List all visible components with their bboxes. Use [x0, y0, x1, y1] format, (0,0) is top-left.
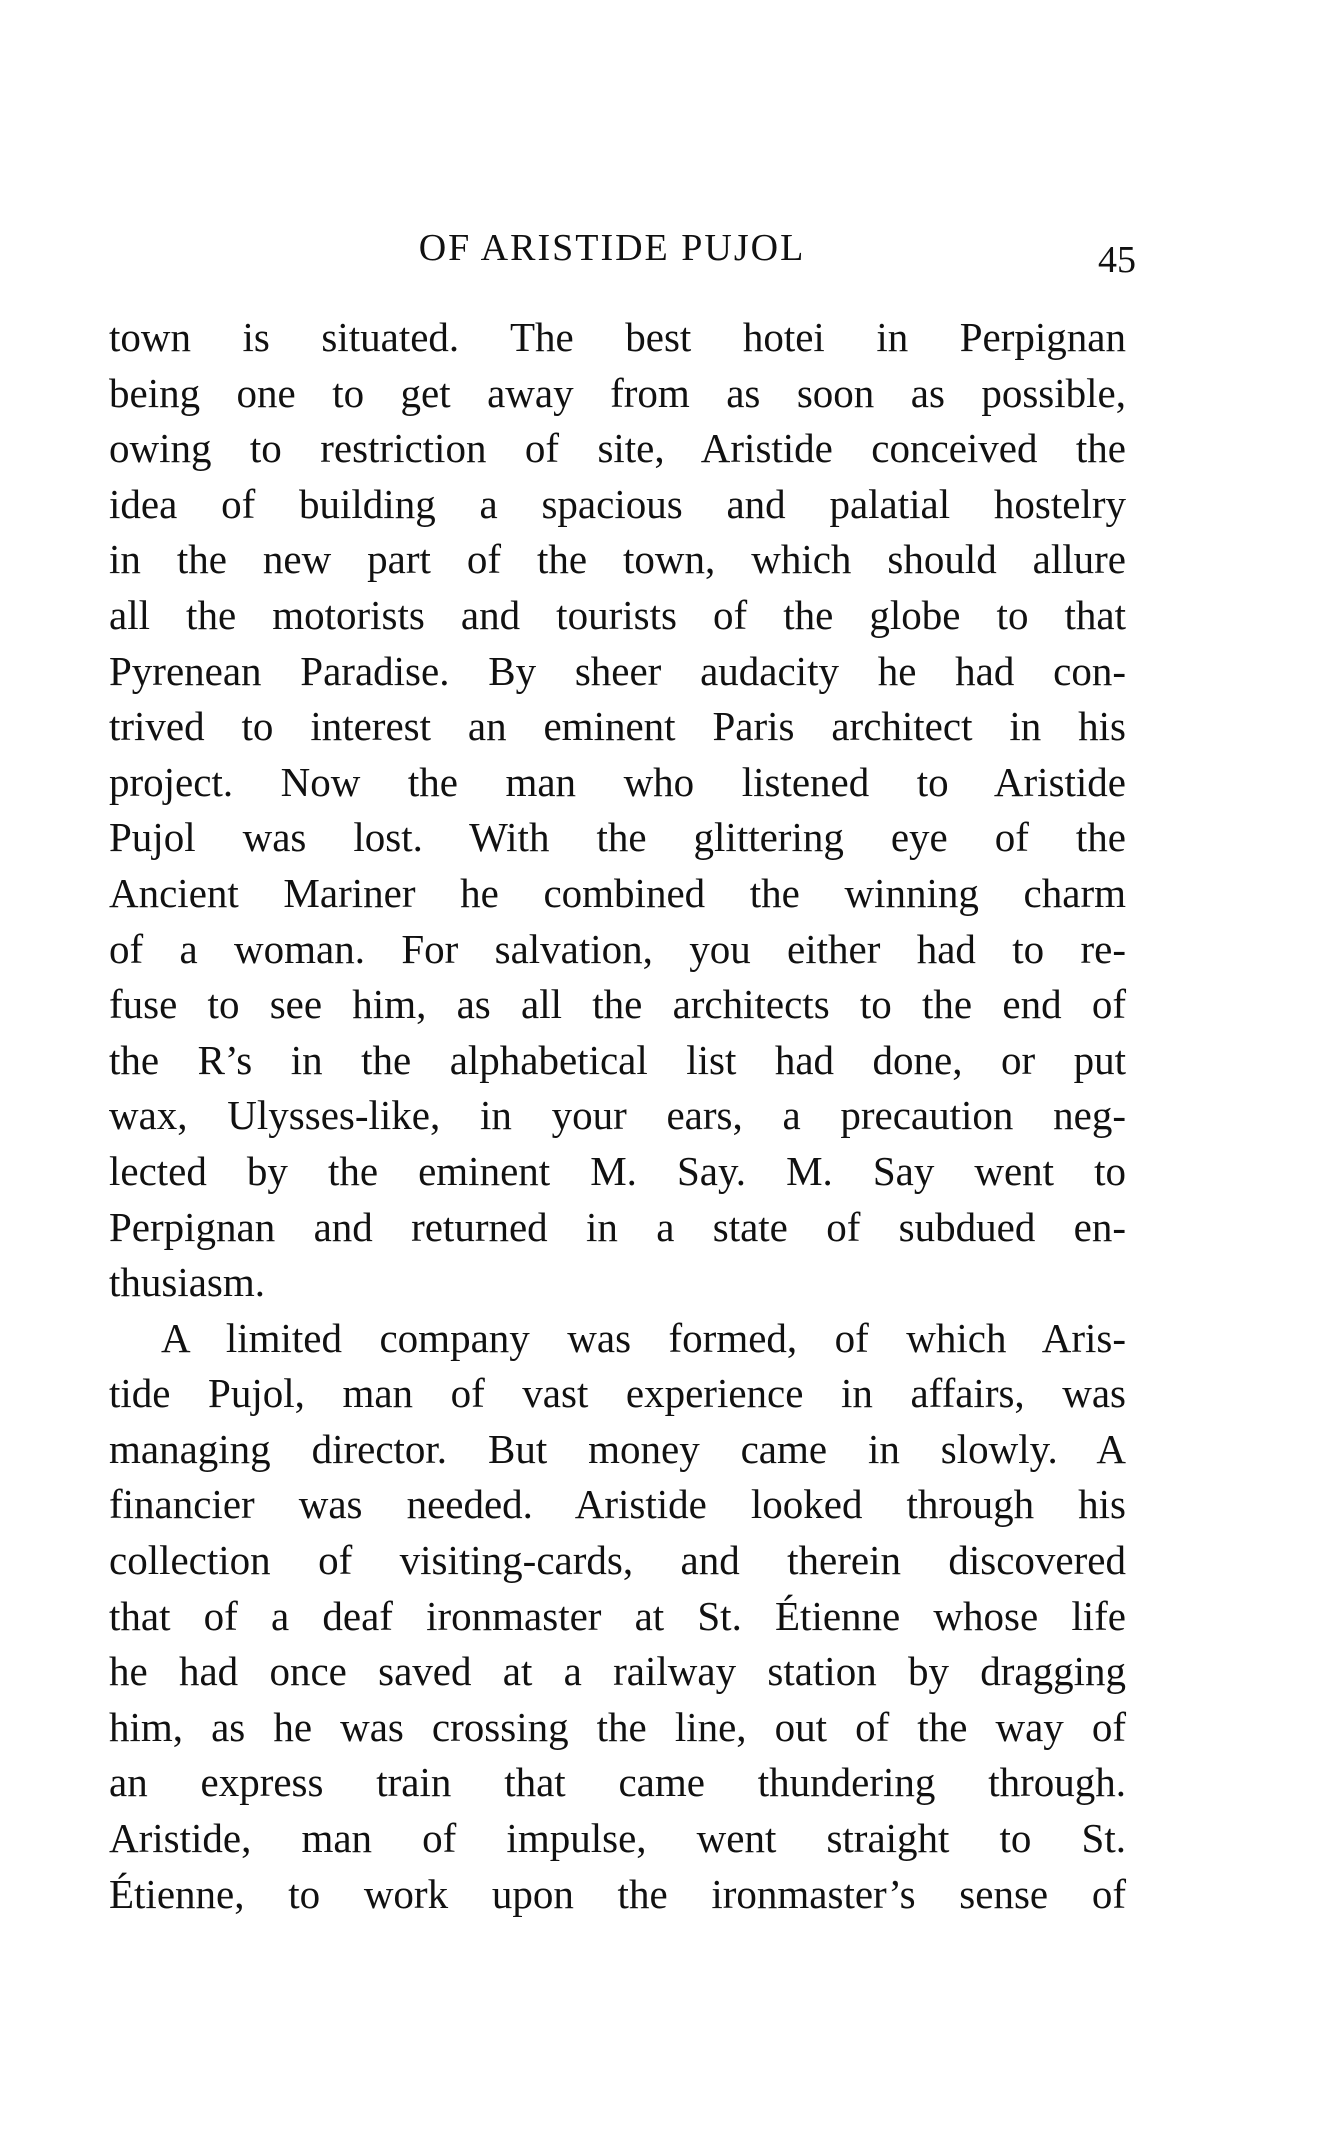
text-line: Aristide, man of impulse, went straight to St. [109, 1815, 1126, 1862]
text-line: managing director. But money came in slowly. A [109, 1425, 1126, 1472]
text-line: Étienne, to work upon the ironmaster’s sense of [109, 1870, 1126, 1917]
text-line: being one to get away from as soon as possible, [109, 369, 1126, 416]
text-line: an express train that came thundering through. [109, 1759, 1126, 1806]
text-line: tide Pujol, man of vast experience in affairs, was [109, 1370, 1126, 1417]
text-line: in the new part of the town, which should allure [109, 536, 1126, 583]
text-line: Perpignan and returned in a state of subdued en- [109, 1203, 1126, 1250]
text-line: Pujol was lost. With the glittering eye of the [109, 814, 1126, 861]
text-line: idea of building a spacious and palatial hostelry [109, 480, 1126, 527]
text-line: owing to restriction of site, Aristide conceived the [109, 425, 1126, 472]
text-line: project. Now the man who listened to Aristide [109, 758, 1126, 805]
paragraph-1 [109, 310, 1126, 1311]
text-line: town is situated. The best hotei in Perpignan [109, 314, 1126, 360]
text-line: all the motorists and tourists of the globe to that [109, 591, 1126, 638]
text-line: A limited company was formed, of which Aris- [161, 1314, 1126, 1361]
running-head: OF ARISTIDE PUJOL [418, 227, 806, 269]
body-text [109, 310, 1126, 1922]
text-line: of a woman. For salvation, you either had to re- [109, 925, 1126, 972]
text-line: lected by the eminent M. Say. M. Say went to [109, 1147, 1126, 1194]
text-line: thusiasm. [109, 1259, 266, 1306]
text-line: financier was needed. Aristide looked through his [109, 1481, 1126, 1528]
text-line: wax, Ulysses-like, in your ears, a precaution neg- [109, 1092, 1126, 1139]
text-line: Ancient Mariner he combined the winning charm [109, 869, 1126, 916]
text-line: that of a deaf ironmaster at St. Étienne whose life [109, 1592, 1126, 1639]
text-line: he had once saved at a railway station by dragging [109, 1648, 1126, 1695]
text-line: fuse to see him, as all the architects to the end of [109, 981, 1126, 1028]
text-line: trived to interest an eminent Paris architect in his [109, 703, 1126, 750]
text-line: Pyrenean Paradise. By sheer audacity he had con- [109, 647, 1126, 694]
text-line: the R’s in the alphabetical list had done, or put [109, 1036, 1126, 1083]
text-line: him, as he was crossing the line, out of the way of [109, 1703, 1126, 1750]
page-number: 45 [1098, 239, 1136, 281]
paragraph-2 [109, 1311, 1126, 1923]
text-line: collection of visiting-cards, and therein discovered [109, 1537, 1126, 1584]
